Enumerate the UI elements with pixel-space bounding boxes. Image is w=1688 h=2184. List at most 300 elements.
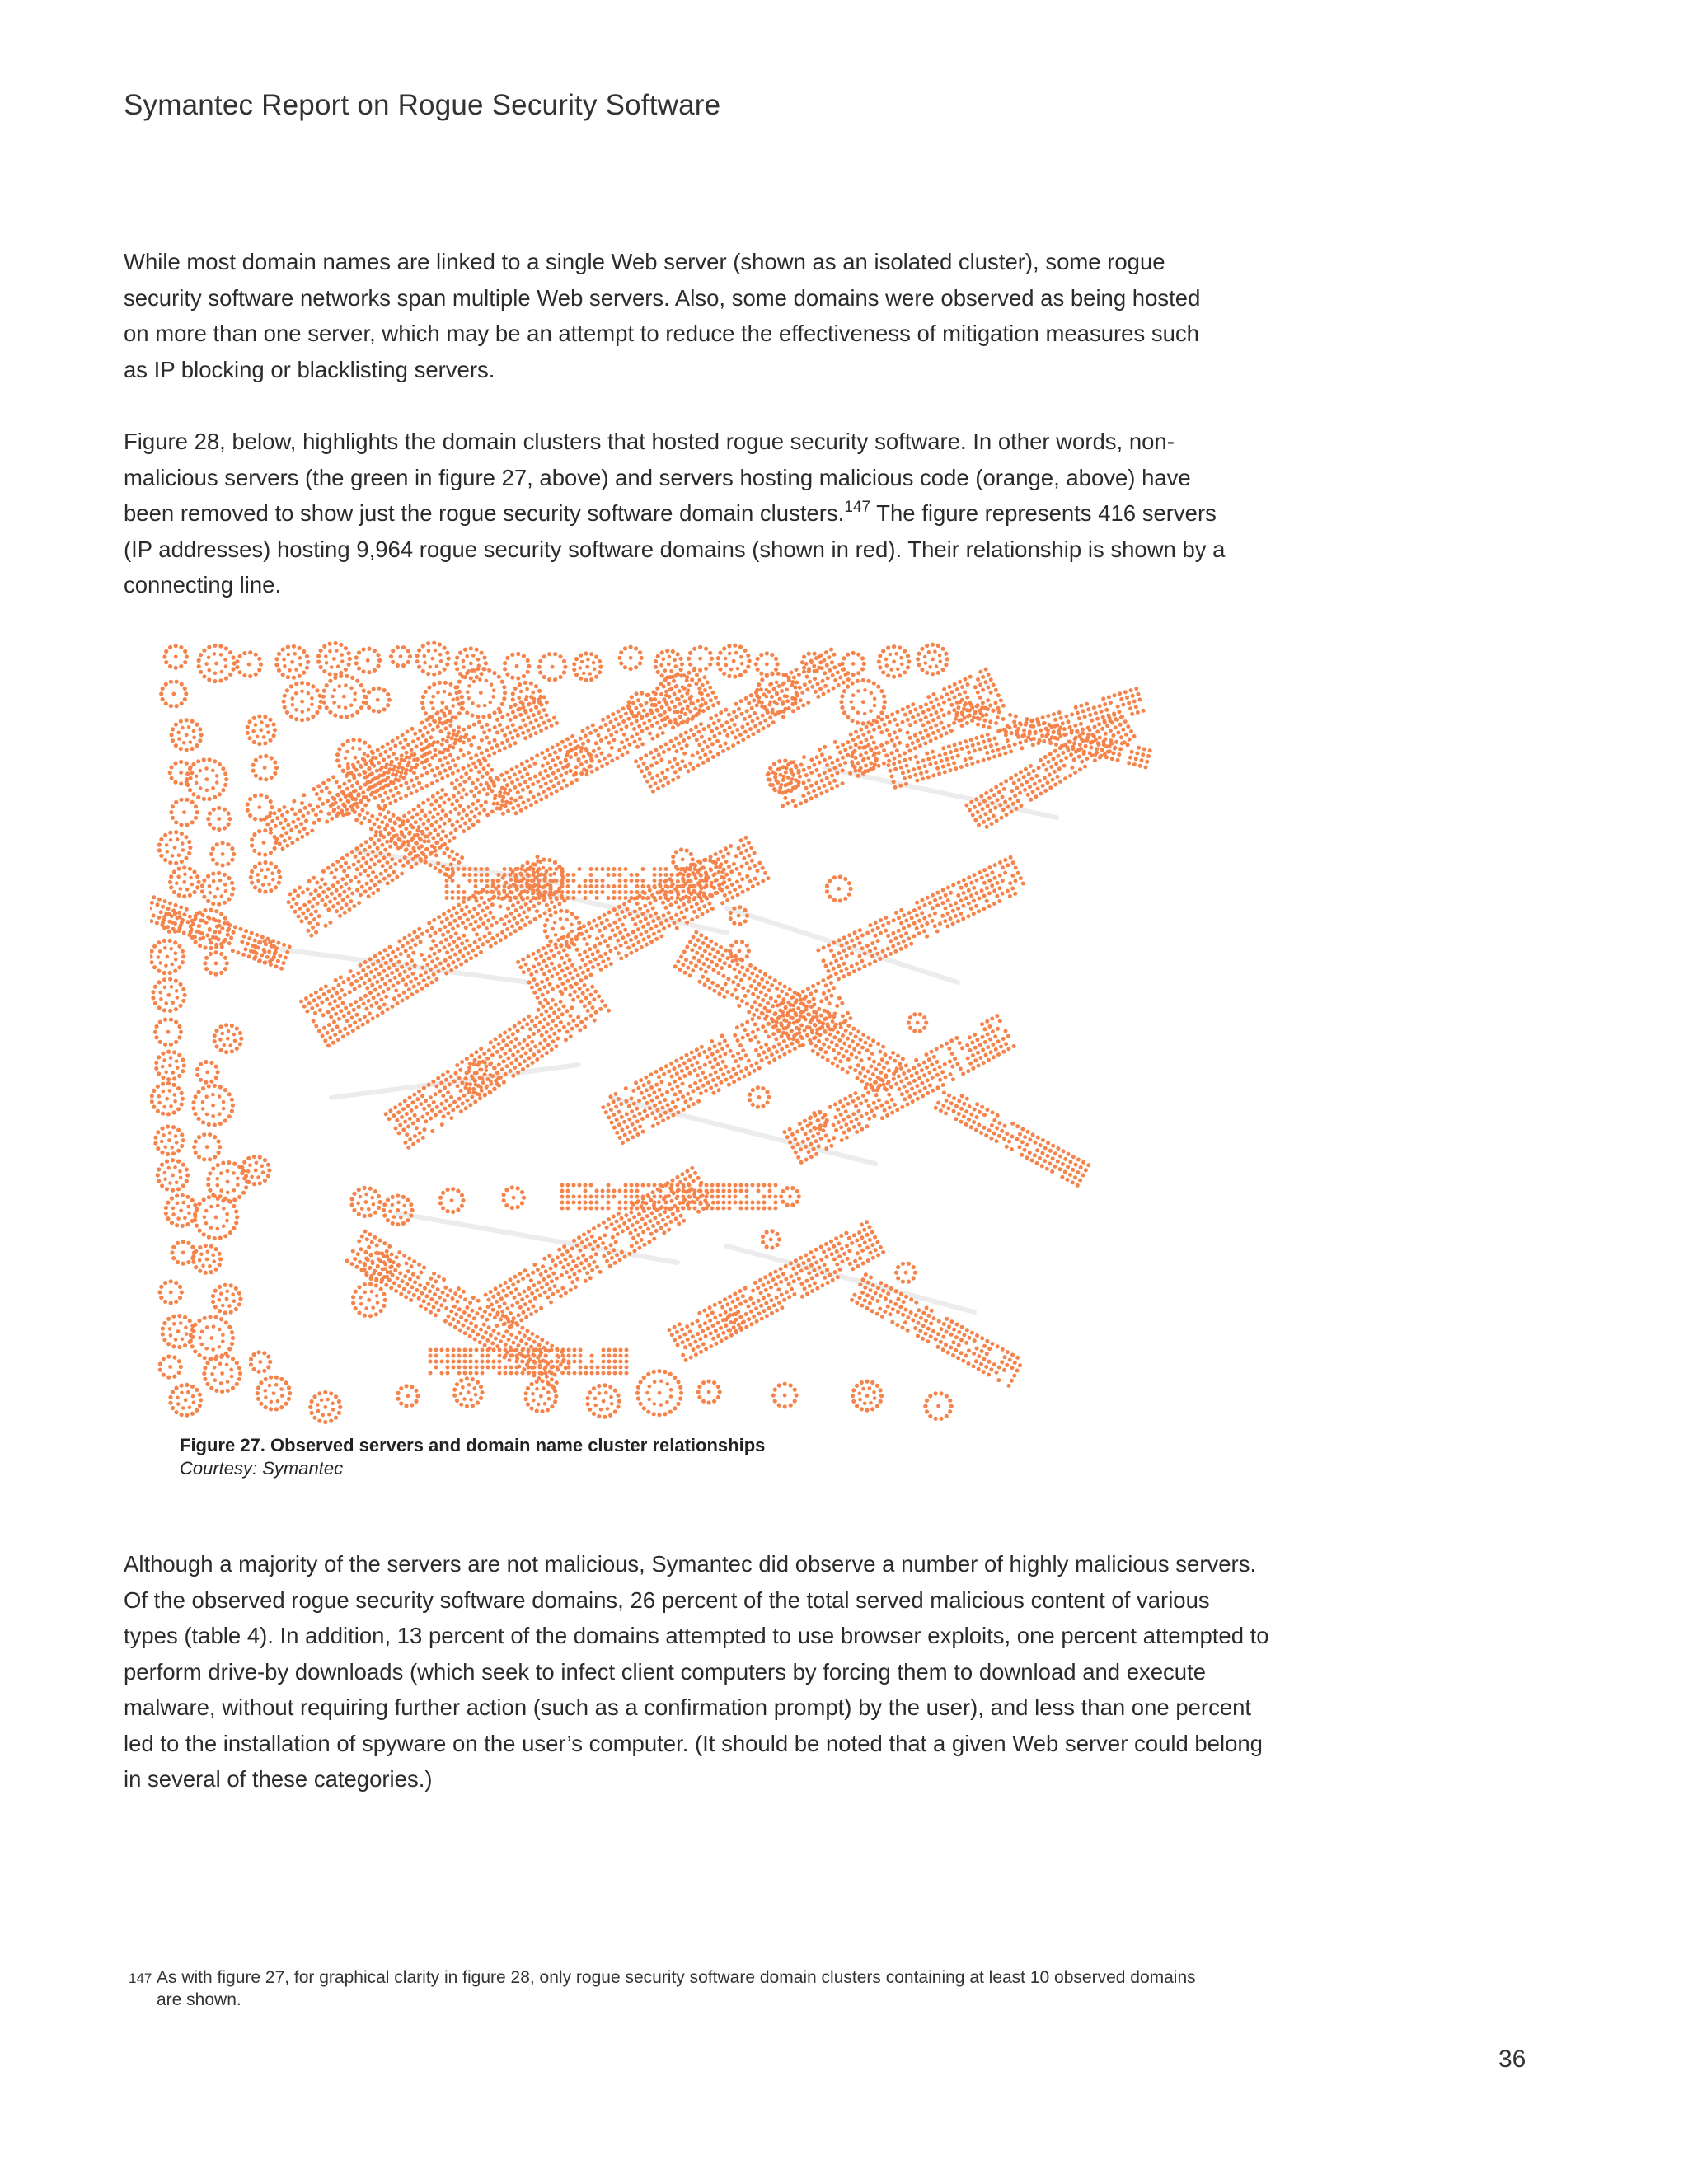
domain-node xyxy=(404,1404,408,1408)
domain-node xyxy=(429,947,434,951)
domain-node xyxy=(238,1296,242,1301)
domain-node xyxy=(319,987,323,991)
domain-node xyxy=(537,689,542,693)
domain-node xyxy=(459,735,463,739)
domain-node xyxy=(156,1109,160,1113)
domain-node xyxy=(302,671,306,675)
domain-node xyxy=(213,795,217,799)
domain-node xyxy=(936,644,940,648)
domain-node xyxy=(409,1202,413,1207)
domain-node xyxy=(565,737,570,741)
domain-node xyxy=(511,736,515,740)
domain-node xyxy=(540,1379,544,1383)
domain-node xyxy=(321,1033,325,1038)
domain-node xyxy=(500,930,504,935)
domain-node xyxy=(213,1194,217,1198)
domain-node xyxy=(390,857,394,861)
domain-node xyxy=(277,941,281,945)
domain-node xyxy=(616,1394,620,1398)
domain-node xyxy=(1125,696,1129,700)
domain-node xyxy=(529,721,533,725)
domain-node xyxy=(649,698,654,702)
domain-node xyxy=(157,1005,162,1010)
domain-node xyxy=(934,710,938,715)
domain-node xyxy=(446,930,450,934)
domain-node xyxy=(592,1412,596,1416)
domain-node xyxy=(399,1401,403,1405)
domain-node xyxy=(996,693,1001,697)
domain-node xyxy=(170,914,174,918)
domain-node xyxy=(153,1141,157,1146)
domain-node xyxy=(430,781,434,785)
domain-node xyxy=(223,1197,227,1201)
domain-node xyxy=(294,717,298,721)
domain-node xyxy=(697,1385,701,1389)
domain-node xyxy=(217,902,221,907)
domain-node xyxy=(218,1345,222,1349)
domain-node xyxy=(181,1240,185,1244)
domain-node xyxy=(462,900,466,904)
domain-node xyxy=(190,1328,195,1332)
domain-node xyxy=(412,771,416,775)
domain-node xyxy=(420,953,424,957)
domain-node xyxy=(846,653,850,657)
domain-node xyxy=(718,668,722,672)
domain-node xyxy=(581,971,585,975)
domain-node xyxy=(208,884,212,888)
domain-node xyxy=(738,645,743,649)
domain-node xyxy=(469,662,473,666)
domain-node xyxy=(1100,710,1104,714)
domain-node xyxy=(279,1405,284,1409)
domain-node xyxy=(522,970,526,974)
domain-node xyxy=(1085,757,1089,761)
domain-node xyxy=(182,894,186,898)
domain-node xyxy=(179,719,183,724)
domain-node xyxy=(185,733,189,737)
domain-node xyxy=(410,815,415,819)
domain-node xyxy=(316,893,321,898)
domain-node xyxy=(190,747,195,751)
domain-node xyxy=(640,769,644,773)
domain-node xyxy=(898,673,902,677)
domain-node xyxy=(384,961,388,965)
domain-node xyxy=(801,794,805,798)
domain-node xyxy=(560,943,564,947)
domain-node xyxy=(489,944,493,949)
domain-node xyxy=(209,1270,213,1274)
domain-node xyxy=(761,714,765,718)
domain-node xyxy=(236,1177,240,1181)
domain-node xyxy=(908,710,912,715)
domain-node xyxy=(186,1241,190,1245)
domain-node xyxy=(415,1394,420,1398)
domain-node xyxy=(597,747,601,751)
domain-node xyxy=(161,1076,165,1080)
domain-node xyxy=(851,662,856,666)
domain-node xyxy=(195,810,199,814)
domain-node xyxy=(1132,734,1137,738)
domain-node xyxy=(898,645,902,649)
domain-node xyxy=(461,1198,465,1202)
domain-node xyxy=(594,754,598,758)
domain-node xyxy=(510,767,514,771)
domain-node xyxy=(472,907,476,911)
domain-node xyxy=(731,743,735,748)
domain-node xyxy=(546,1390,551,1394)
domain-node xyxy=(1128,706,1132,710)
domain-node xyxy=(282,943,286,947)
domain-node xyxy=(197,1319,201,1323)
domain-node xyxy=(926,708,931,712)
domain-node xyxy=(607,728,611,732)
domain-node xyxy=(1085,702,1089,706)
domain-node xyxy=(462,753,466,757)
domain-node xyxy=(246,942,250,946)
domain-node xyxy=(198,1393,202,1397)
domain-node xyxy=(487,668,491,673)
domain-node xyxy=(856,653,860,657)
domain-node xyxy=(758,721,762,725)
domain-node xyxy=(485,771,490,776)
domain-node xyxy=(367,999,371,1003)
domain-node xyxy=(992,755,996,759)
domain-node xyxy=(629,656,633,660)
domain-node xyxy=(603,939,607,943)
domain-node xyxy=(866,679,870,683)
domain-node xyxy=(296,817,300,821)
domain-node xyxy=(892,675,896,679)
domain-node xyxy=(230,1024,234,1028)
domain-node xyxy=(376,888,380,892)
domain-node xyxy=(649,785,653,789)
domain-node xyxy=(363,981,367,985)
domain-node xyxy=(445,651,449,655)
domain-node xyxy=(379,998,383,1002)
domain-node xyxy=(642,721,646,725)
domain-node xyxy=(989,691,993,695)
domain-node xyxy=(479,1385,483,1389)
domain-node xyxy=(399,1216,403,1220)
domain-node xyxy=(418,729,422,733)
domain-node xyxy=(837,887,841,891)
domain-node xyxy=(773,1388,777,1392)
domain-node xyxy=(177,1074,181,1078)
domain-node xyxy=(239,927,243,931)
domain-node xyxy=(374,756,378,760)
domain-node xyxy=(521,788,525,792)
domain-node xyxy=(794,701,798,705)
domain-node xyxy=(903,776,907,780)
domain-node xyxy=(1047,760,1051,764)
domain-node xyxy=(397,940,401,944)
domain-node xyxy=(469,768,473,772)
domain-node xyxy=(515,765,519,769)
domain-node xyxy=(592,749,596,753)
domain-node xyxy=(607,741,611,745)
domain-node xyxy=(166,1112,171,1116)
domain-node xyxy=(382,688,387,692)
domain-node xyxy=(157,1071,161,1076)
domain-node xyxy=(168,1009,172,1013)
domain-node xyxy=(756,1085,760,1090)
domain-node xyxy=(800,660,804,664)
domain-node xyxy=(1101,715,1105,719)
domain-node xyxy=(559,917,563,921)
domain-node xyxy=(300,919,304,923)
domain-node xyxy=(1007,744,1011,748)
domain-node xyxy=(612,907,617,912)
domain-node xyxy=(257,715,261,719)
domain-node xyxy=(358,851,362,855)
domain-node xyxy=(367,670,371,674)
domain-node xyxy=(517,913,521,917)
footnote-reference[interactable]: 147 xyxy=(844,499,871,516)
domain-node xyxy=(396,645,400,649)
domain-node xyxy=(332,987,336,991)
domain-node xyxy=(818,748,822,752)
domain-node xyxy=(209,852,213,856)
domain-node xyxy=(714,696,718,700)
domain-node xyxy=(209,946,213,950)
domain-node xyxy=(218,1328,222,1332)
domain-node xyxy=(169,1104,173,1108)
domain-node xyxy=(549,779,553,783)
domain-node xyxy=(373,954,377,958)
domain-node xyxy=(214,662,218,666)
domain-node xyxy=(639,757,643,761)
domain-node xyxy=(807,766,811,770)
domain-node xyxy=(871,766,875,771)
domain-node xyxy=(786,762,790,766)
domain-node xyxy=(314,813,318,817)
domain-node xyxy=(668,655,672,659)
domain-node xyxy=(560,969,565,973)
domain-node xyxy=(351,974,355,978)
domain-node xyxy=(632,714,636,718)
domain-node xyxy=(401,1221,406,1226)
domain-node xyxy=(538,670,542,674)
domain-node xyxy=(505,738,509,743)
domain-node xyxy=(597,1414,601,1418)
domain-node xyxy=(781,1189,785,1193)
domain-node xyxy=(837,683,841,687)
domain-node xyxy=(606,1407,610,1411)
domain-node xyxy=(338,914,342,918)
domain-node xyxy=(524,902,528,907)
domain-node xyxy=(572,662,576,666)
domain-node xyxy=(799,698,803,702)
domain-node xyxy=(183,649,187,654)
domain-node xyxy=(341,1001,345,1005)
domain-node xyxy=(656,670,660,674)
domain-node xyxy=(873,1396,877,1400)
domain-node xyxy=(175,1223,179,1227)
domain-node xyxy=(328,921,332,925)
domain-node xyxy=(894,1271,898,1275)
domain-node xyxy=(795,1393,799,1397)
domain-node xyxy=(264,777,268,781)
domain-node xyxy=(734,736,738,740)
domain-node xyxy=(522,674,526,678)
domain-node xyxy=(279,967,284,971)
domain-node xyxy=(431,728,435,732)
domain-node xyxy=(229,936,233,940)
domain-node xyxy=(162,1008,166,1012)
domain-node xyxy=(181,1193,185,1197)
domain-node xyxy=(215,1177,219,1181)
domain-node xyxy=(511,691,515,696)
domain-node xyxy=(344,794,348,799)
domain-node xyxy=(249,949,253,954)
domain-node xyxy=(736,741,740,745)
domain-node xyxy=(359,976,363,980)
domain-node xyxy=(218,1252,222,1256)
domain-node xyxy=(668,720,673,724)
domain-node xyxy=(328,1002,332,1006)
domain-node xyxy=(399,771,403,775)
domain-node xyxy=(746,664,750,668)
domain-node xyxy=(202,757,206,762)
domain-node xyxy=(456,924,460,928)
domain-node xyxy=(759,672,763,676)
domain-node xyxy=(223,808,227,812)
domain-node xyxy=(174,958,178,962)
domain-node xyxy=(460,817,464,821)
domain-node xyxy=(895,723,899,727)
domain-node xyxy=(663,1412,667,1416)
domain-node xyxy=(706,706,710,710)
domain-node xyxy=(246,1169,251,1174)
domain-node xyxy=(695,673,699,677)
domain-node xyxy=(688,651,692,655)
domain-node xyxy=(851,693,856,697)
domain-node xyxy=(584,929,588,933)
domain-node xyxy=(401,645,406,649)
domain-node xyxy=(153,1001,157,1005)
domain-node xyxy=(326,1398,330,1402)
domain-node xyxy=(382,757,386,762)
domain-node xyxy=(252,1155,256,1159)
domain-node xyxy=(366,965,370,969)
domain-node xyxy=(230,1098,234,1102)
domain-node xyxy=(596,963,600,967)
domain-node xyxy=(204,1221,209,1226)
domain-node xyxy=(170,765,174,769)
domain-node xyxy=(190,927,194,931)
domain-node xyxy=(638,737,642,741)
domain-node xyxy=(237,1366,241,1370)
domain-node xyxy=(333,713,337,717)
domain-node xyxy=(634,759,638,763)
domain-node xyxy=(663,677,667,682)
domain-node xyxy=(469,756,473,760)
domain-node xyxy=(298,656,302,660)
domain-node xyxy=(477,790,481,794)
domain-node xyxy=(665,768,669,772)
domain-node xyxy=(810,685,814,689)
domain-node xyxy=(956,754,960,758)
domain-node xyxy=(851,763,855,767)
domain-node xyxy=(230,1109,234,1113)
domain-node xyxy=(781,715,785,719)
domain-node xyxy=(904,1271,908,1275)
domain-node xyxy=(410,748,414,752)
domain-node xyxy=(994,785,998,790)
domain-node xyxy=(1010,789,1014,793)
domain-node xyxy=(396,663,400,668)
domain-node xyxy=(330,892,334,896)
domain-node xyxy=(421,733,425,738)
domain-node xyxy=(947,724,951,728)
domain-node xyxy=(443,726,448,730)
domain-node xyxy=(179,1321,183,1325)
domain-node xyxy=(207,1235,211,1240)
domain-node xyxy=(756,1105,760,1109)
domain-node xyxy=(767,690,771,694)
domain-node xyxy=(978,747,982,751)
domain-node xyxy=(261,1170,265,1174)
domain-node xyxy=(311,684,315,688)
domain-node xyxy=(168,831,172,835)
domain-node xyxy=(277,881,281,885)
domain-node xyxy=(424,971,428,975)
domain-node xyxy=(396,1208,400,1212)
domain-node xyxy=(908,757,912,761)
domain-node xyxy=(565,954,569,958)
domain-node xyxy=(974,736,978,740)
domain-node xyxy=(538,860,542,864)
domain-node xyxy=(462,913,467,917)
domain-node xyxy=(415,654,420,658)
domain-node xyxy=(213,1039,217,1043)
domain-node xyxy=(727,674,731,678)
domain-node xyxy=(692,766,696,771)
domain-node xyxy=(414,943,418,947)
domain-node xyxy=(836,670,840,674)
domain-node xyxy=(411,739,415,743)
domain-node xyxy=(326,778,331,782)
domain-node xyxy=(185,783,190,787)
domain-node xyxy=(576,744,580,748)
domain-node xyxy=(237,1291,241,1296)
domain-node xyxy=(539,1394,543,1399)
domain-node xyxy=(718,651,722,655)
domain-node xyxy=(246,808,250,813)
domain-node xyxy=(613,933,617,937)
domain-node xyxy=(409,980,413,984)
domain-node xyxy=(913,1271,917,1275)
domain-node xyxy=(299,822,303,826)
domain-node xyxy=(410,865,414,869)
domain-node xyxy=(175,881,179,885)
domain-node xyxy=(300,835,304,839)
domain-node xyxy=(819,791,823,795)
domain-node xyxy=(273,952,277,956)
domain-node xyxy=(475,648,479,652)
domain-node xyxy=(378,794,382,798)
domain-node xyxy=(647,1398,651,1402)
domain-node xyxy=(190,800,195,804)
domain-node xyxy=(996,748,1001,752)
domain-node xyxy=(224,1023,228,1027)
domain-node xyxy=(384,869,388,873)
domain-node xyxy=(846,685,850,689)
domain-node xyxy=(460,695,464,699)
domain-node xyxy=(177,853,181,857)
domain-node xyxy=(257,1370,261,1374)
domain-node xyxy=(197,1117,201,1121)
